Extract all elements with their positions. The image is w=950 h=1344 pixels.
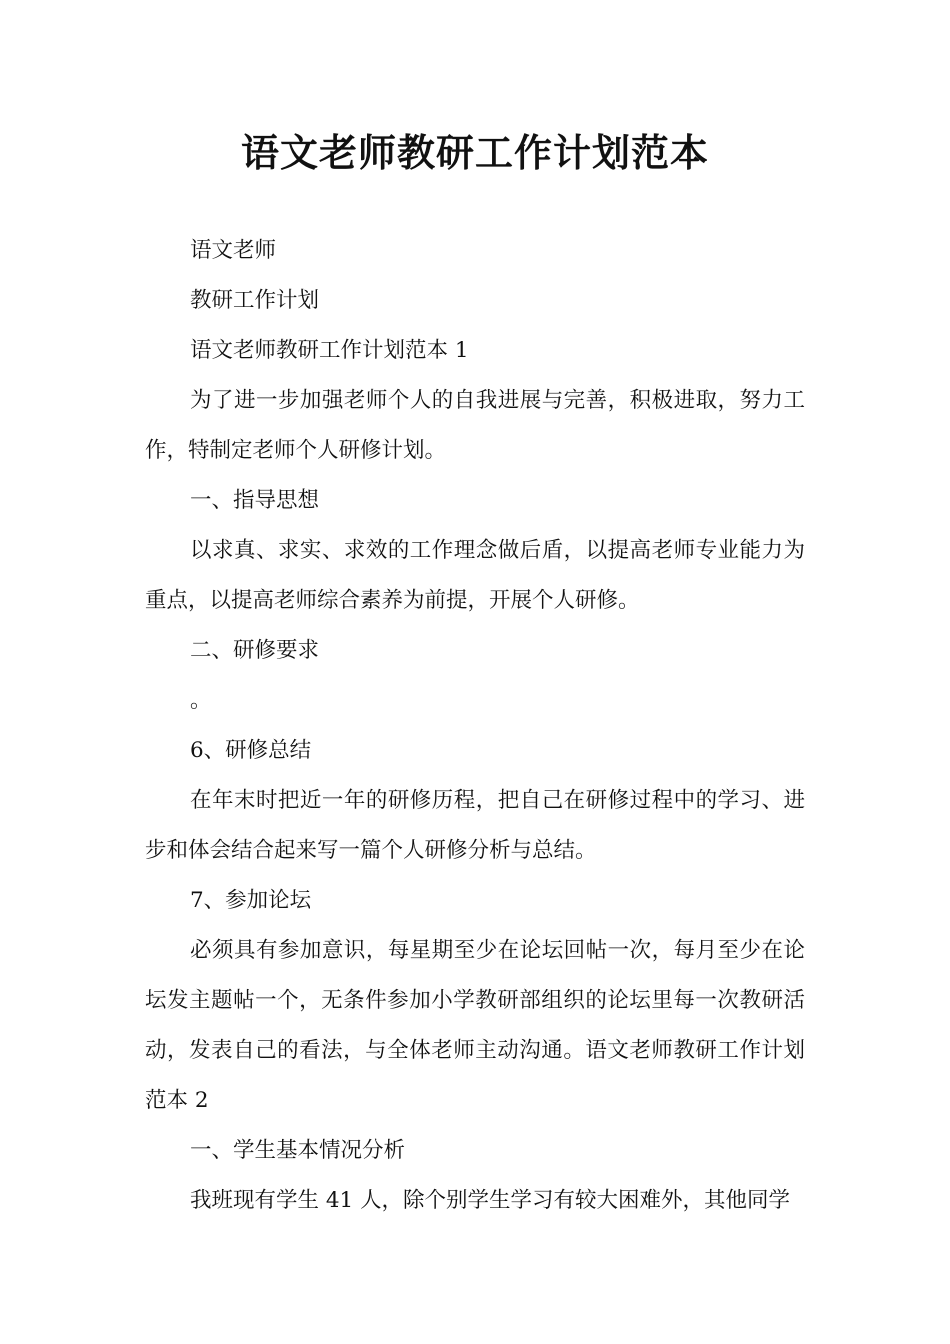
paragraph: 以求真、求实、求效的工作理念做后盾，以提高老师专业能力为重点，以提高老师综合素养为前提，开展个人研修。	[145, 538, 805, 613]
paragraph: 在年末时把近一年的研修历程，把自己在研修过程中的学习、进步和体会结合起来写一篇个人研修分析与总结。	[145, 788, 805, 863]
document-title: 语文老师教研工作计划范本	[240, 130, 709, 175]
section-heading: 一、学生基本情况分析	[190, 1138, 406, 1163]
paragraph: 。	[190, 688, 212, 713]
section-heading: 7、参加论坛	[190, 888, 312, 913]
section-heading: 二、研修要求	[190, 638, 320, 663]
paragraph: 教研工作计划	[190, 288, 320, 313]
paragraph: 必须具有参加意识，每星期至少在论坛回帖一次，每月至少在论坛发主题帖一个，无条件参加小学教研部组织的论坛里每一次教研活动，发表自己的看法，与全体老师主动沟通。语文老师教研工作计划范本 2	[145, 938, 805, 1113]
paragraph: 我班现有学生 41 人，除个别学生学习有较大困难外，其他同学	[190, 1188, 791, 1213]
document-body	[145, 226, 805, 1226]
paragraph: 语文老师教研工作计划范本 1	[190, 338, 469, 363]
section-heading: 6、研修总结	[190, 738, 312, 763]
section-heading: 一、指导思想	[190, 488, 320, 513]
paragraph: 为了进一步加强老师个人的自我进展与完善，积极进取，努力工作，特制定老师个人研修计划。	[145, 388, 805, 463]
paragraph: 语文老师	[190, 238, 277, 263]
